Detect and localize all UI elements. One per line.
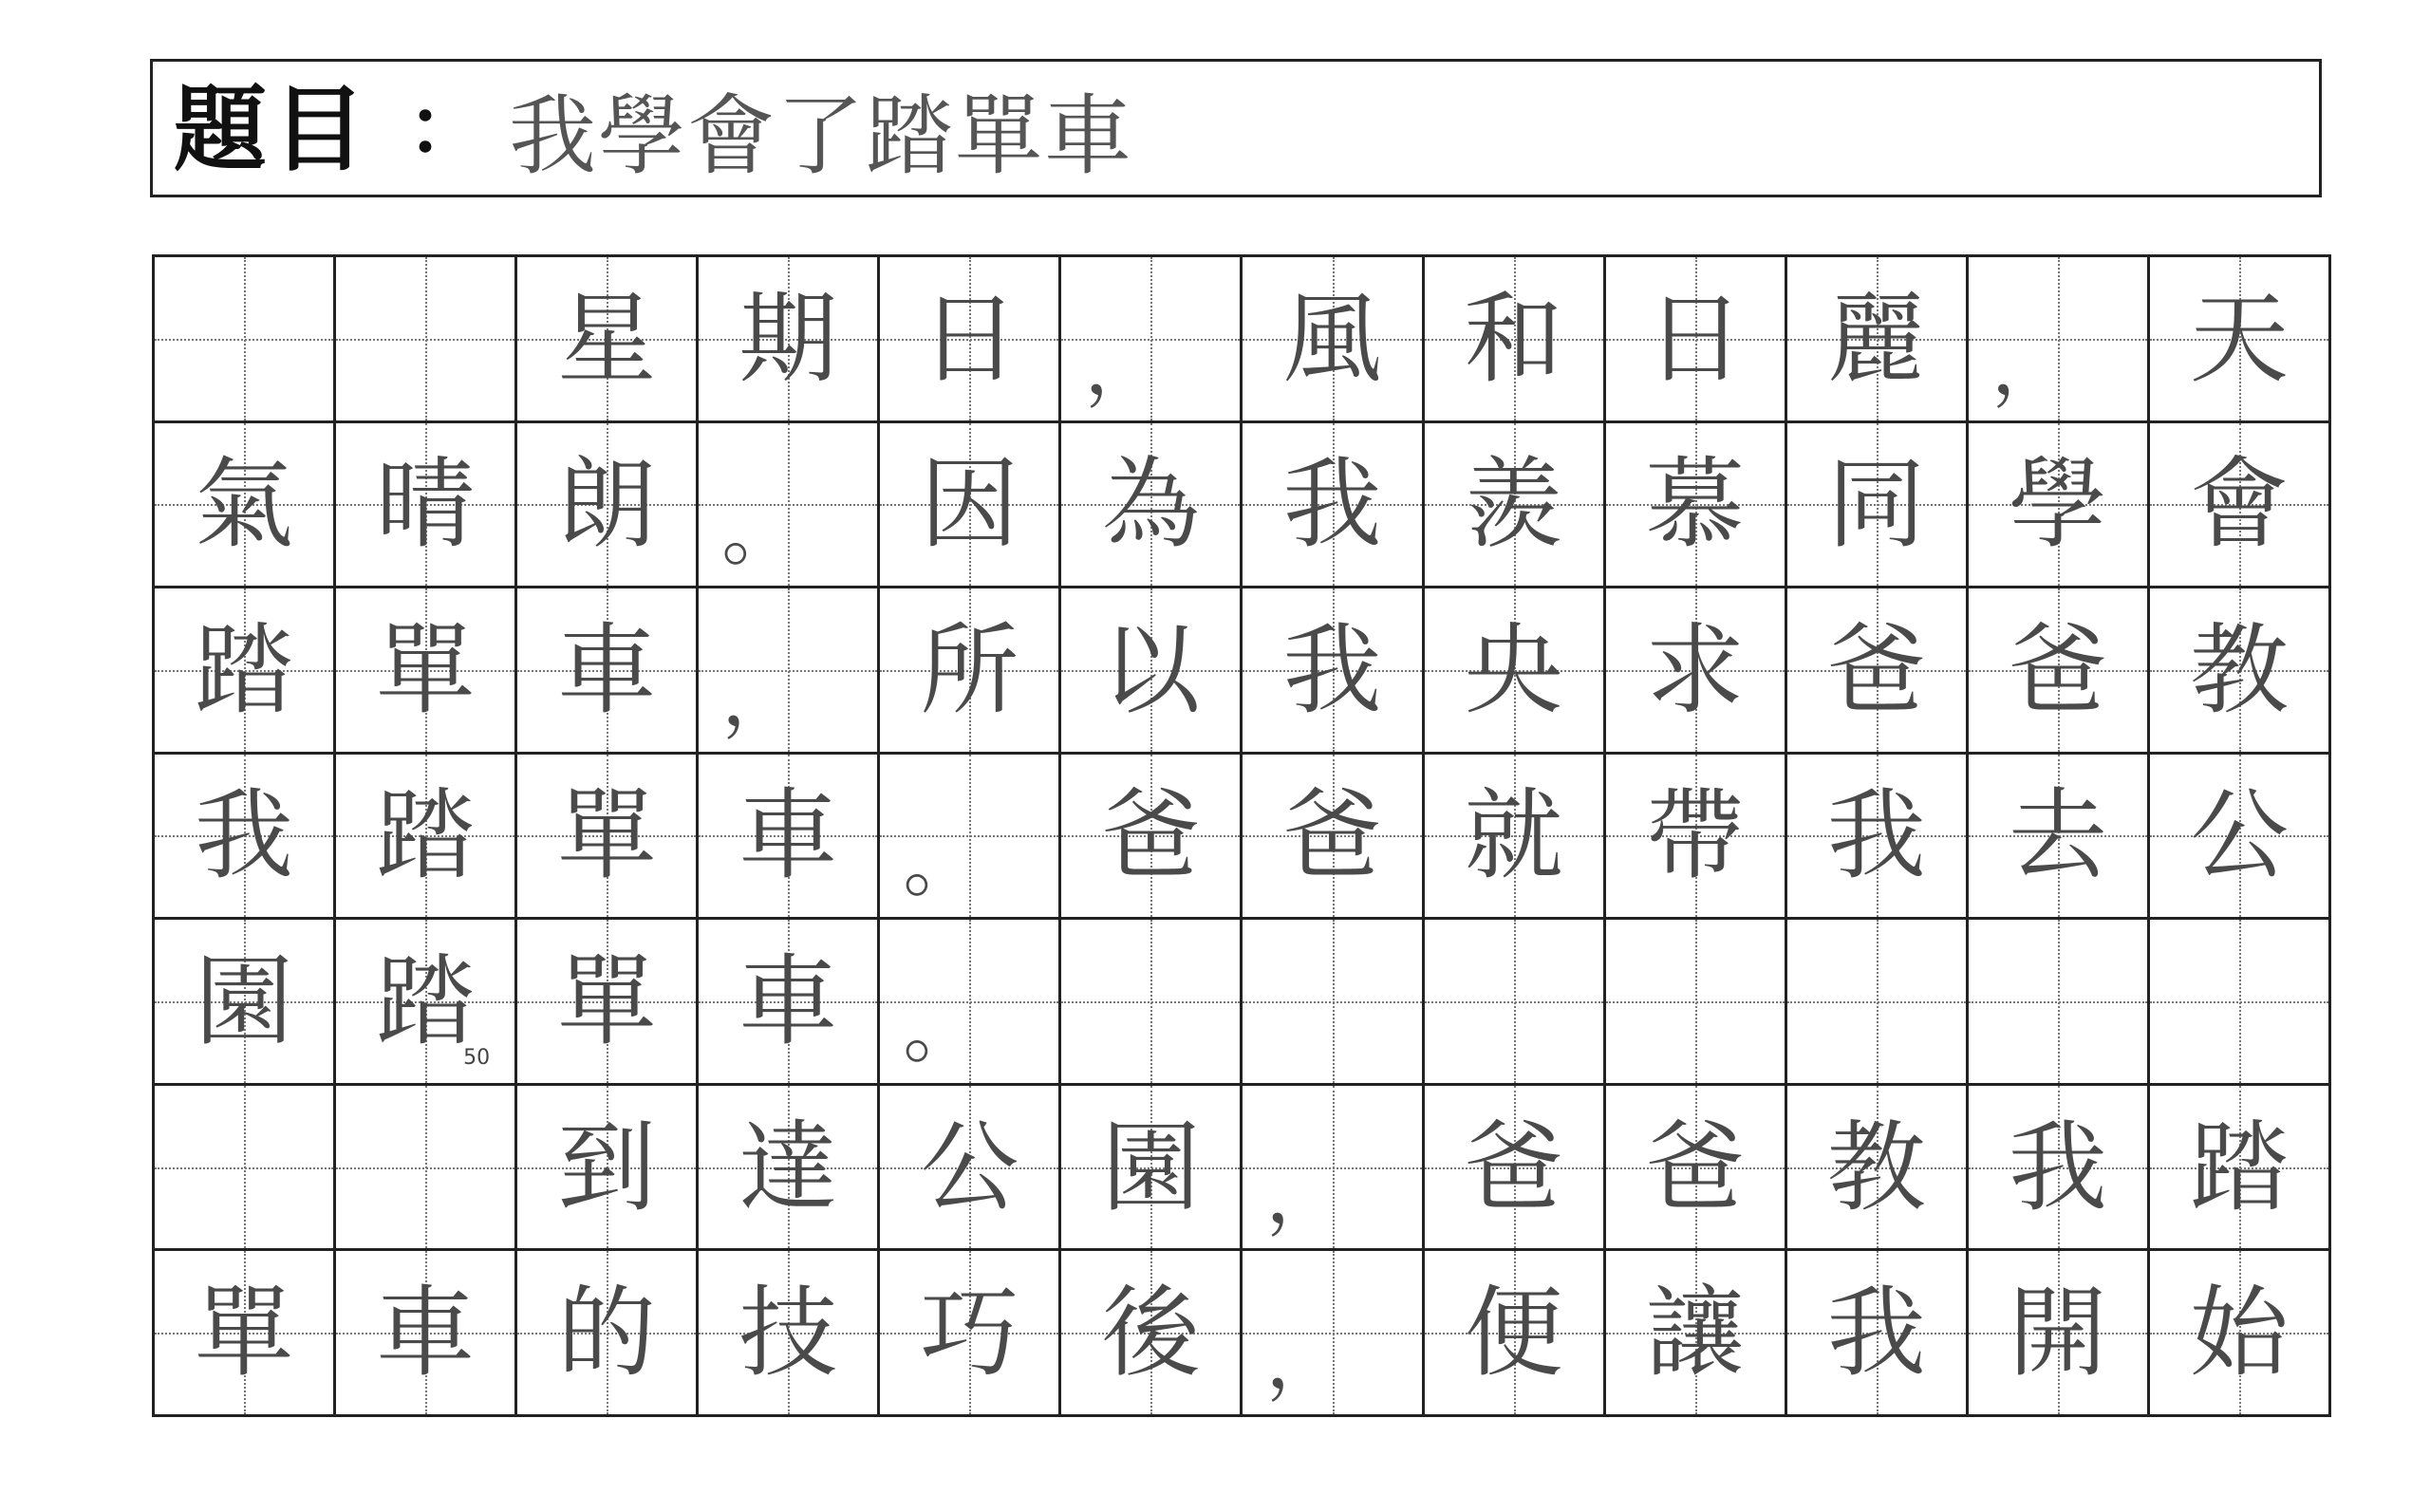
grid-character: 羨 [1464,446,1563,563]
grid-cell [1787,1086,1969,1252]
grid-cell [2150,423,2331,589]
grid-cell [155,755,336,921]
grid-cell [699,257,880,423]
grid-character: 。 [903,819,980,908]
grid-cell [1425,920,1606,1086]
grid-cell [1969,588,2150,755]
grid-cell [1243,257,1424,423]
grid-character: 踏 [376,777,476,894]
grid-character: 麗 [1826,280,1926,397]
grid-character: 日 [1645,280,1745,397]
grid-character: 期 [738,280,838,397]
grid-cell [1425,588,1606,755]
grid-character: 央 [1464,611,1563,728]
grid-character: 讓 [1645,1275,1745,1391]
grid-cell [699,588,880,755]
grid-cell [1606,755,1787,921]
grid-cell [1061,755,1243,921]
grid-cell [336,257,517,423]
grid-cell [1969,755,2150,921]
grid-character: 踏 [2189,1109,2289,1225]
grid-cell [1243,423,1424,589]
grid-cell [2150,1086,2331,1252]
grid-cell [1969,423,2150,589]
grid-character: 公 [920,1109,1019,1225]
grid-character: 學 [2008,446,2107,563]
grid-cell [155,920,336,1086]
grid-character: 為 [1101,446,1201,563]
grid-character: 巧 [920,1275,1019,1391]
grid-cell [2150,1251,2331,1417]
grid-cell [1787,588,1969,755]
grid-cell [1425,1086,1606,1252]
grid-cell [1606,1086,1787,1252]
grid-cell [1787,257,1969,423]
grid-character: 星 [557,280,657,397]
grid-cell [880,257,1061,423]
grid-character: 風 [1282,280,1382,397]
grid-character: 我 [1826,777,1926,894]
grid-character: 帶 [1645,777,1745,894]
grid-cell [1787,1251,1969,1417]
grid-cell [1606,423,1787,589]
grid-cell [1969,1251,2150,1417]
grid-character: 便 [1464,1275,1563,1391]
word-count-mark: 50 [463,1045,491,1070]
grid-cell [1061,1251,1243,1417]
grid-cell [336,588,517,755]
grid-character: 會 [2189,446,2289,563]
grid-cell [2150,257,2331,423]
grid-cell [517,257,699,423]
grid-character: 車 [738,777,838,894]
grid-character: 車 [738,943,838,1060]
grid-cell [1969,920,2150,1086]
grid-character: 同 [1826,446,1926,563]
grid-cell [1243,755,1424,921]
grid-cell [699,1086,880,1252]
grid-cell [155,1086,336,1252]
grid-character: 公 [2189,777,2289,894]
grid-cell [1061,1086,1243,1252]
grid-cell [1425,257,1606,423]
grid-character: 爸 [2008,611,2107,728]
grid-character: 我 [2008,1109,2107,1225]
title-box [150,59,2322,197]
grid-cell [1425,423,1606,589]
grid-character: 教 [2189,611,2289,728]
title-label: 題目 [174,75,372,184]
grid-character: 爸 [1464,1109,1563,1225]
grid-character: 後 [1101,1275,1201,1391]
grid-cell [155,588,336,755]
grid-character: 爸 [1101,777,1201,894]
grid-character: 就 [1464,777,1563,894]
grid-character: 車 [376,1275,476,1391]
grid-cell [699,755,880,921]
grid-cell [1606,920,1787,1086]
grid-character: 達 [738,1109,838,1225]
grid-character: 我 [1826,1275,1926,1391]
grid-cell [517,755,699,921]
grid-cell [1969,257,2150,423]
grid-character: 我 [1282,611,1382,728]
grid-cell [880,588,1061,755]
grid-character: 踏 [195,611,294,728]
grid-cell [155,423,336,589]
grid-cell [336,1086,517,1252]
grid-cell [1061,920,1243,1086]
grid-character: 始 [2189,1275,2289,1391]
grid-cell [517,920,699,1086]
grid-character: ， [1265,1150,1342,1240]
grid-character: 爸 [1645,1109,1745,1225]
grid-character: 爸 [1826,611,1926,728]
grid-character: 去 [2008,777,2107,894]
writing-grid [152,254,2331,1417]
grid-character: 開 [2008,1275,2107,1391]
grid-character: 天 [2189,280,2289,397]
grid-cell [880,423,1061,589]
grid-cell [1243,588,1424,755]
grid-character: 單 [557,777,657,894]
grid-cell [1787,423,1969,589]
grid-cell [155,1251,336,1417]
grid-character: 氣 [195,446,294,563]
grid-cell [155,257,336,423]
grid-cell [2150,588,2331,755]
grid-character: 我 [1282,446,1382,563]
grid-character: 。 [903,985,980,1074]
grid-cell [1243,1251,1424,1417]
grid-cell [517,1086,699,1252]
grid-cell [1243,1086,1424,1252]
grid-cell [1606,588,1787,755]
grid-cell [517,423,699,589]
grid-cell [699,423,880,589]
grid-character: 的 [557,1275,657,1391]
grid-character: 朗 [557,446,657,563]
grid-cell [699,1251,880,1417]
grid-character: 和 [1464,280,1563,397]
grid-character: 單 [557,943,657,1060]
grid-cell [1787,920,1969,1086]
grid-character: 晴 [376,446,476,563]
grid-character: 以 [1101,611,1201,728]
grid-character: 慕 [1645,446,1745,563]
grid-character: 車 [557,611,657,728]
grid-character: 所 [920,611,1019,728]
grid-character: 求 [1645,611,1745,728]
grid-cell [517,1251,699,1417]
grid-cell [336,920,517,1086]
grid-cell [1787,755,1969,921]
grid-cell [699,920,880,1086]
grid-cell [880,920,1061,1086]
grid-cell [336,423,517,589]
grid-character: ， [1084,322,1161,411]
grid-character: 踏 [376,943,476,1060]
grid-cell [880,1086,1061,1252]
grid-cell [1061,588,1243,755]
grid-cell [1425,755,1606,921]
grid-cell [1969,1086,2150,1252]
grid-cell [1606,257,1787,423]
grid-cell [1243,920,1424,1086]
grid-character: 技 [738,1275,838,1391]
grid-cell [1425,1251,1606,1417]
grid-cell [880,755,1061,921]
grid-character: ， [1265,1316,1342,1406]
grid-cell [880,1251,1061,1417]
grid-character: 到 [557,1109,657,1225]
grid-character: 。 [721,488,798,577]
grid-cell [2150,920,2331,1086]
grid-character: 我 [195,777,294,894]
grid-character: 爸 [1282,777,1382,894]
grid-cell [336,1251,517,1417]
grid-character: ， [721,653,798,742]
grid-character: 單 [376,611,476,728]
grid-character: 日 [920,280,1019,397]
grid-character: ， [1991,322,2067,411]
grid-character: 單 [195,1275,294,1391]
grid-character: 教 [1826,1109,1926,1225]
grid-cell [336,755,517,921]
grid-cell [1061,257,1243,423]
title-colon: ： [407,82,486,173]
grid-cell [2150,755,2331,921]
title-text: 我學會了踏單車 [509,85,1134,187]
grid-cell [1061,423,1243,589]
grid-cell [517,588,699,755]
grid-character: 因 [920,446,1019,563]
grid-character: 園 [1101,1109,1201,1225]
grid-cell [1606,1251,1787,1417]
grid-character: 園 [195,943,294,1060]
